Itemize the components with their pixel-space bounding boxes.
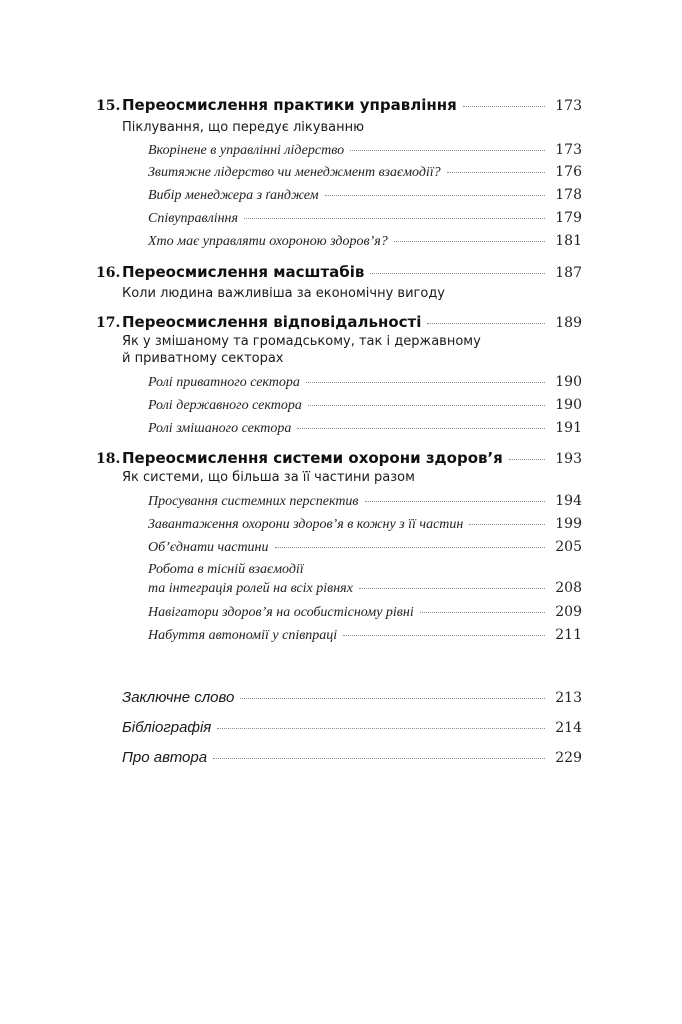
toc-item bbox=[148, 164, 582, 181]
toc-item bbox=[148, 142, 582, 159]
page-number: 190 bbox=[555, 397, 582, 413]
chapter-subtitle-line: Як у змішаному та громадському, так і державному bbox=[122, 334, 481, 349]
page-number: 229 bbox=[555, 750, 582, 766]
page-number: 199 bbox=[555, 516, 582, 532]
dot-leader bbox=[350, 150, 545, 151]
toc-item bbox=[148, 420, 582, 437]
page-number: 205 bbox=[555, 539, 582, 555]
chapter-18-heading bbox=[96, 449, 582, 467]
chapter-subtitle: Як системи, що більша за її частини разом bbox=[122, 470, 415, 485]
chapter-title: Переосмислення системи охорони здоров’я bbox=[122, 449, 503, 467]
item-title: Завантаження охорони здоров’я в кожну з її частин bbox=[148, 517, 464, 532]
dot-leader bbox=[509, 459, 545, 460]
item-title: Ролі приватного сектора bbox=[148, 375, 300, 390]
page-number: 176 bbox=[555, 164, 582, 180]
endmatter-title: Про автора bbox=[122, 749, 208, 766]
page-number: 214 bbox=[555, 720, 582, 736]
dot-leader bbox=[244, 218, 545, 219]
page-number: 208 bbox=[555, 580, 582, 596]
item-title: та інтеграція ролей на всіх рівнях bbox=[148, 581, 353, 596]
dot-leader bbox=[308, 405, 545, 406]
dot-leader bbox=[447, 172, 546, 173]
item-title: Ролі змішаного сектора bbox=[148, 421, 292, 436]
dot-leader bbox=[343, 635, 545, 636]
chapter-15-heading bbox=[96, 96, 582, 114]
dot-leader bbox=[325, 195, 546, 196]
toc-item bbox=[148, 374, 582, 391]
endmatter-title: Заключне слово bbox=[122, 689, 235, 706]
chapter-number: 18. bbox=[96, 451, 121, 467]
toc-item bbox=[148, 580, 582, 597]
dot-leader bbox=[275, 547, 546, 548]
dot-leader bbox=[420, 612, 546, 613]
dot-leader bbox=[240, 698, 545, 699]
dot-leader bbox=[469, 524, 545, 525]
item-title: Вкорінене в управлінні лідерство bbox=[148, 143, 345, 158]
toc-item bbox=[148, 233, 582, 250]
item-title: Звитяжне лідерство чи менеджмент взаємодії? bbox=[148, 165, 441, 180]
item-title: Ролі державного сектора bbox=[148, 398, 302, 413]
toc-item bbox=[148, 210, 582, 227]
endmatter-item bbox=[122, 689, 582, 706]
page-number: 194 bbox=[555, 493, 582, 509]
endmatter-item bbox=[122, 749, 582, 766]
dot-leader bbox=[213, 758, 545, 759]
toc-item bbox=[148, 516, 582, 533]
dot-leader bbox=[427, 323, 545, 324]
item-title: Об’єднати частини bbox=[148, 540, 269, 555]
item-title: Просування системних перспектив bbox=[148, 494, 359, 509]
toc-item bbox=[148, 493, 582, 510]
item-title: Навігатори здоров’я на особистісному рівні bbox=[148, 605, 414, 620]
chapter-title: Переосмислення практики управління bbox=[122, 96, 457, 114]
dot-leader bbox=[463, 106, 546, 107]
dot-leader bbox=[365, 501, 546, 502]
chapter-16-heading bbox=[96, 263, 582, 281]
item-title: Хто має управляти охороною здоров’я? bbox=[148, 234, 388, 249]
page-number: 181 bbox=[555, 233, 582, 249]
item-title: Вибір менеджера з ґанджем bbox=[148, 188, 319, 203]
page-number: 190 bbox=[555, 374, 582, 390]
toc-item bbox=[148, 604, 582, 621]
dot-leader bbox=[359, 588, 545, 589]
endmatter-item bbox=[122, 719, 582, 736]
dot-leader bbox=[297, 428, 545, 429]
page-number: 191 bbox=[555, 420, 582, 436]
chapter-number: 16. bbox=[96, 265, 121, 281]
chapter-17-heading bbox=[96, 313, 582, 331]
chapter-title: Переосмислення масштабів bbox=[122, 263, 365, 281]
chapter-number: 15. bbox=[96, 98, 121, 114]
toc-item bbox=[148, 539, 582, 556]
page-number: 213 bbox=[555, 690, 582, 706]
page-number: 178 bbox=[555, 187, 582, 203]
page-number: 187 bbox=[555, 265, 582, 281]
dot-leader bbox=[394, 241, 546, 242]
item-title: Співуправління bbox=[148, 211, 238, 226]
page-number: 211 bbox=[555, 627, 582, 643]
item-title: Набуття автономії у співпраці bbox=[148, 628, 338, 643]
chapter-title: Переосмислення відповідальності bbox=[122, 313, 422, 331]
page-number: 209 bbox=[555, 604, 582, 620]
endmatter-title: Бібліографія bbox=[122, 719, 212, 736]
dot-leader bbox=[306, 382, 545, 383]
chapter-subtitle: Піклування, що передує лікуванню bbox=[122, 120, 365, 135]
dot-leader bbox=[370, 273, 545, 274]
dot-leader bbox=[217, 728, 545, 729]
chapter-subtitle: Коли людина важливіша за економічну вигоду bbox=[122, 286, 445, 301]
page-number: 179 bbox=[555, 210, 582, 226]
page-number: 189 bbox=[555, 315, 582, 331]
toc-item bbox=[148, 397, 582, 414]
page-number: 173 bbox=[555, 142, 582, 158]
toc-item bbox=[148, 187, 582, 204]
toc-item-first-line: Робота в тісній взаємодії bbox=[148, 562, 304, 577]
page-number: 173 bbox=[555, 98, 582, 114]
page-number: 193 bbox=[555, 451, 582, 467]
toc-item bbox=[148, 627, 582, 644]
chapter-subtitle-line: й приватному секторах bbox=[122, 351, 284, 366]
chapter-number: 17. bbox=[96, 315, 121, 331]
